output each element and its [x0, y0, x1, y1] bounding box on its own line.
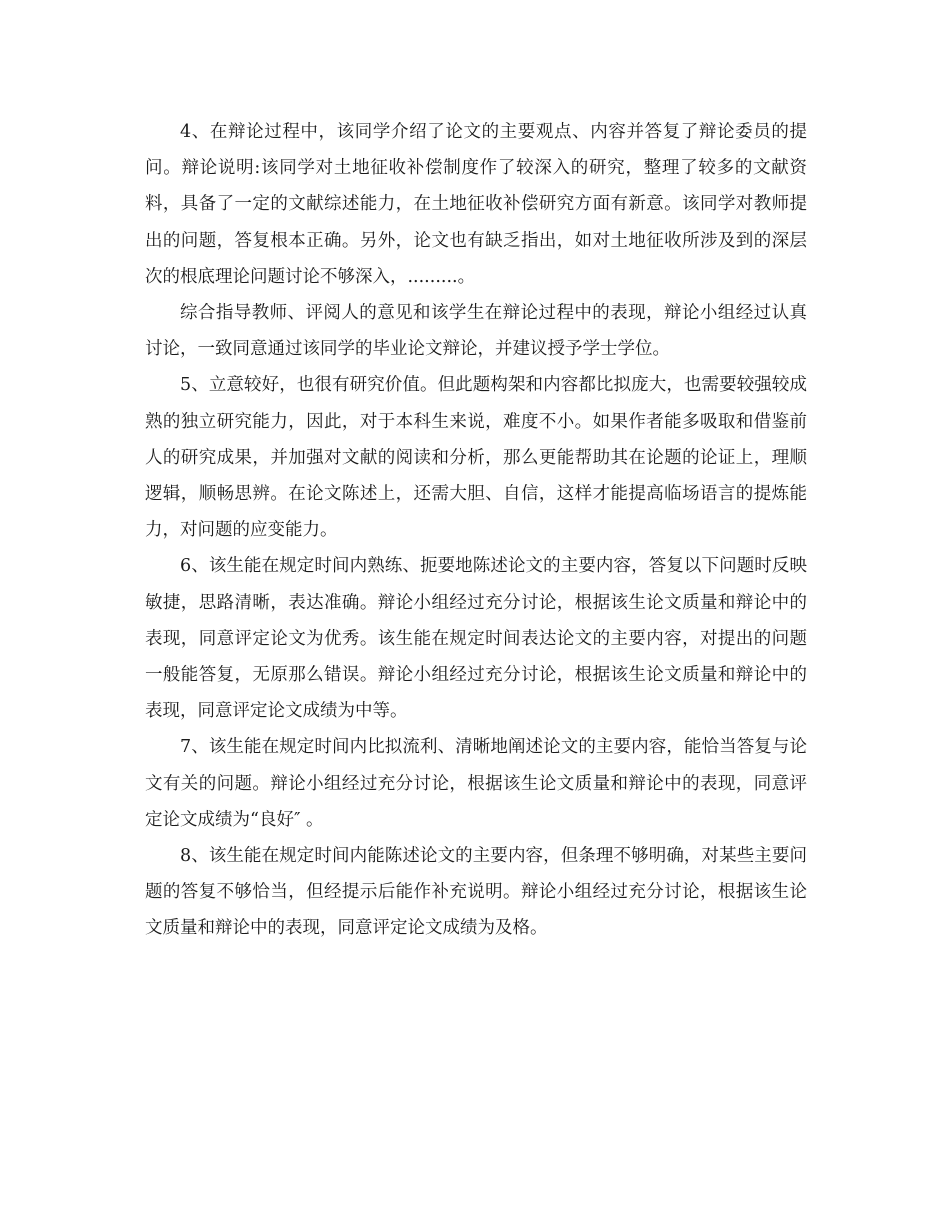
document-body: [145, 114, 807, 947]
paragraph-comment-8: 8、该生能在规定时间内能陈述论文的主要内容，但条理不够明确，对某些主要问题的答复不够恰当，但经提示后能作补充说明。辩论小组经过充分讨论，根据该生论文质量和辩论中的表现，同意评定论文成绩为及格。: [145, 846, 807, 939]
paragraph-defense-process: 4、在辩论过程中，该同学介绍了论文的主要观点、内容并答复了辩论委员的提问。辩论说明:该同学对土地征收补偿制度作了较深入的研究，整理了较多的文献资料，具备了一定的文献综述能力，在土地征收补偿研究方面有新意。该同学对教师提出的问题，答复根本正确。另外，论文也有缺乏指出，如对土地征收所涉及到的深层次的根底理论问题讨论不够深入，.........。: [145, 122, 807, 287]
paragraph-conclusion: 综合指导教师、评阅人的意见和该学生在辩论过程中的表现，辩论小组经过认真讨论，一致同意通过该同学的毕业论文辩论，并建议授予学士学位。: [145, 303, 807, 360]
paragraph-comment-7: 7、该生能在规定时间内比拟流利、清晰地阐述论文的主要内容，能恰当答复与论文有关的问题。辩论小组经过充分讨论，根据该生论文质量和辩论中的表现，同意评定论文成绩为“良好″ 。: [145, 737, 807, 830]
paragraph-comment-5: 5、立意较好，也很有研究价值。但此题构架和内容都比拟庞大，也需要较强较成熟的独立研究能力，因此，对于本科生来说，难度不小。如果作者能多吸取和借鉴前人的研究成果，并加强对文献的阅读和分析，那么更能帮助其在论题的论证上，理顺逻辑，顺畅思辨。在论文陈述上，还需大胆、自信，这样才能提高临场语言的提炼能力，对问题的应变能力。: [145, 375, 807, 541]
paragraph-comment-6: 6、该生能在规定时间内熟练、扼要地陈述论文的主要内容，答复以下问题时反映敏捷，思路清晰，表达准确。辩论小组经过充分讨论，根据该生论文质量和辩论中的表现，同意评定论文为优秀。该生能在规定时间表达论文的主要内容，对提出的问题一般能答复，无原那么错误。辩论小组经过充分讨论，根据该生论文质量和辩论中的表现，同意评定论文成绩为中等。: [145, 556, 807, 722]
